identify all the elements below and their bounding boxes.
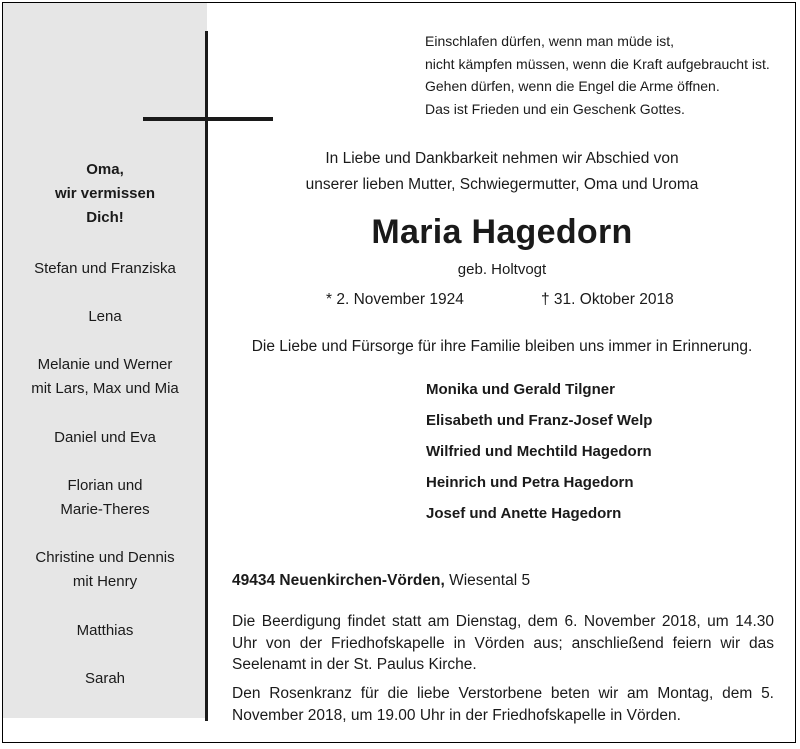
address-street: Wiesental 5 [449, 572, 531, 589]
intro-text [207, 146, 797, 198]
grandchild-entry [3, 305, 207, 329]
maiden-name: geb. Holtvogt [457, 261, 547, 278]
poem [425, 30, 770, 120]
grandchild-line: Sarah [84, 670, 126, 687]
family-list [426, 380, 652, 535]
family-member: Heinrich und Petra Hagedorn [426, 474, 634, 491]
family-member: Josef und Anette Hagedorn [426, 505, 622, 522]
grandchild-entry [3, 667, 207, 691]
poem-line: nicht kämpfen müssen, wenn die Kraft aufgebraucht ist. [425, 55, 770, 72]
grandchild-entry [3, 474, 207, 522]
grandchild-line: Matthias [76, 622, 134, 639]
obituary-notice [2, 2, 796, 743]
sidebar-grandchildren [3, 3, 207, 718]
grandchild-line: Marie-Theres [60, 501, 150, 518]
grandchild-line: Stefan und Franziska [34, 260, 176, 277]
family-member: Elisabeth und Franz-Josef Welp [426, 412, 653, 429]
grandchild-entry [3, 426, 207, 450]
death-date: † 31. Oktober 2018 [541, 291, 674, 308]
intro-line: In Liebe und Dankbarkeit nehmen wir Abschied von [325, 150, 679, 167]
grandchild-entry [3, 353, 207, 401]
grandchild-entry [3, 546, 207, 594]
cross-icon-horizontal [143, 117, 273, 121]
family-member: Monika und Gerald Tilgner [426, 381, 615, 398]
intro-line: unserer lieben Mutter, Schwiegermutter, Oma und Uroma [305, 176, 699, 193]
grandchild-line: mit Lars, Max und Mia [31, 380, 179, 397]
rosary-info: Den Rosenkranz für die liebe Verstorbene beten wir am Montag, dem 5. November 2018, um 19.00 Uhr in der Friedhofskapelle in Vörden. [232, 685, 774, 724]
cross-icon-vertical [205, 31, 208, 721]
greeting-line: Oma, [86, 161, 124, 178]
grandchild-entry [3, 619, 207, 643]
family-member: Wilfried und Mechtild Hagedorn [426, 443, 652, 460]
grandchild-line: Florian und [67, 477, 143, 494]
poem-line: Das ist Frieden und ein Geschenk Gottes. [425, 100, 685, 117]
birth-date: * 2. November 1924 [326, 291, 464, 308]
grandchild-line: Lena [88, 308, 122, 325]
funeral-info: Die Beerdigung findet statt am Dienstag, dem 6. November 2018, um 14.30 Uhr von der Friedhofskapelle in Vörden aus; anschließend feiern wir das Seelenamt in der St. Paulus Kirche. [232, 613, 774, 673]
grandchild-line: mit Henry [72, 573, 138, 590]
address-city: 49434 Neuenkirchen-Vörden, [232, 572, 445, 589]
grandchild-line: Daniel und Eva [54, 429, 156, 446]
grandchild-line: Christine und Dennis [35, 549, 175, 566]
grandchild-line: Melanie und Werner [37, 356, 173, 373]
memory-text: Die Liebe und Fürsorge für ihre Familie bleiben uns immer in Erinnerung. [251, 338, 753, 355]
poem-line: Einschlafen dürfen, wenn man müde ist, [425, 33, 675, 49]
poem-line: Gehen dürfen, wenn die Engel die Arme öffnen. [425, 78, 720, 94]
greeting-line: wir vermissen [54, 185, 156, 202]
address [232, 572, 530, 590]
sidebar-greeting [3, 158, 207, 230]
greeting-line: Dich! [86, 209, 124, 226]
grandchild-entry [3, 257, 207, 281]
deceased-name: Maria Hagedorn [371, 213, 633, 251]
